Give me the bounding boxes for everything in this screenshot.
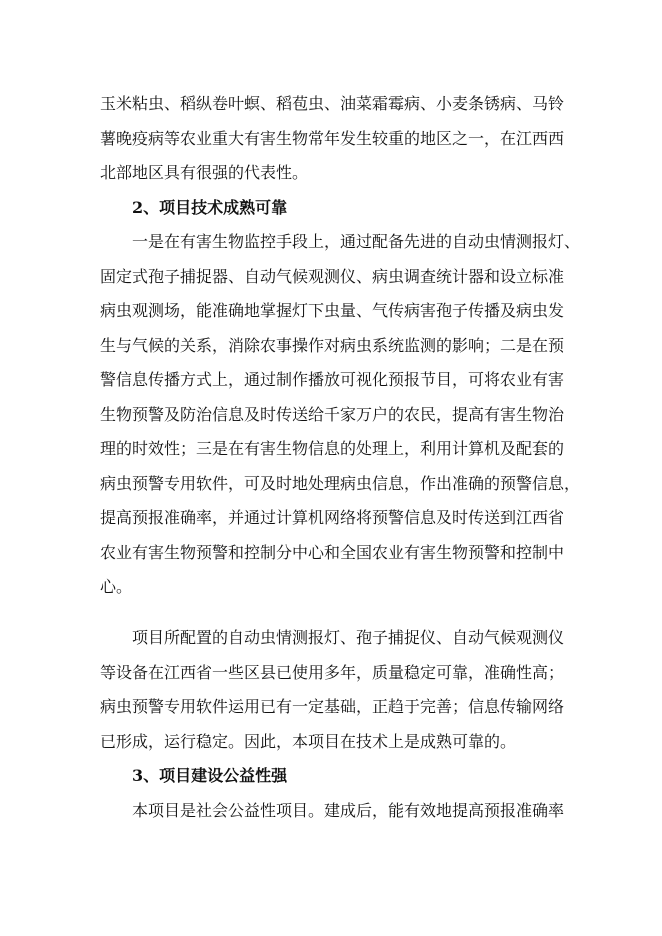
text-line: 理的时效性；三是在有害生物信息的处理上，利用计算机及配套的 [100, 439, 565, 458]
text-line: 北部地区具有很强的代表性。 [100, 163, 309, 182]
heading-text: 3、项目建设公益性强 [132, 766, 288, 785]
paragraph-tech-2 [100, 621, 565, 759]
text-line: 薯晚疫病等农业重大有害生物常年发生较重的地区之一，在江西西 [100, 128, 565, 148]
section-heading-2 [100, 191, 556, 226]
section-heading-3 [100, 759, 556, 794]
text-line: 固定式孢子捕捉器、自动气候观测仪、病虫调查统计器和设立标准 [100, 266, 565, 286]
text-line: 生与气候的关系，消除农事操作对病虫系统监测的影响；二是在预 [100, 335, 565, 355]
text-line: 已形成，运行稳定。因此，本项目在技术上是成熟可靠的。 [100, 731, 517, 751]
text-line: 一是在有害生物监控手段上，通过配备先进的自动虫情测报灯、 [132, 232, 581, 251]
text-line: 项目所配置的自动虫情测报灯、孢子捕捉仪、自动气候观测仪 [132, 628, 565, 647]
paragraph-public [100, 794, 565, 829]
text-line: 等设备在江西省一些区县已使用多年，质量稳定可靠，准确性高； [100, 662, 565, 682]
paragraph-tech-1 [100, 225, 581, 605]
text-line: 警信息传播方式上，通过制作播放可视化预报节目，可将农业有害 [100, 370, 565, 389]
text-line: 病虫预警专用软件运用已有一定基础，正趋于完善；信息传输网络 [100, 697, 565, 716]
text-line: 心。 [100, 577, 133, 596]
heading-text: 2、项目技术成熟可靠 [132, 197, 288, 217]
text-line: 病虫预警专用软件，可及时地处理病虫信息，作出准确的预警信息， [100, 473, 581, 493]
text-line: 农业有害生物预警和控制分中心和全国农业有害生物预警和控制中 [100, 542, 565, 562]
text-line: 提高预报准确率，并通过计算机网络将预警信息及时传送到江西省 [100, 508, 565, 527]
text-line: 病虫观测场，能准确地掌握灯下虫量、气传病害孢子传播及病虫发 [100, 301, 565, 320]
paragraph-intro-continued [100, 87, 565, 191]
text-line: 本项目是社会公益性项目。建成后，能有效地提高预报准确率 [132, 801, 565, 820]
text-line: 玉米粘虫、稻纵卷叶螟、稻苞虫、油菜霜霉病、小麦条锈病、马铃 [100, 94, 565, 113]
text-line: 生物预警及防治信息及时传送给千家万户的农民，提高有害生物治 [100, 404, 565, 424]
